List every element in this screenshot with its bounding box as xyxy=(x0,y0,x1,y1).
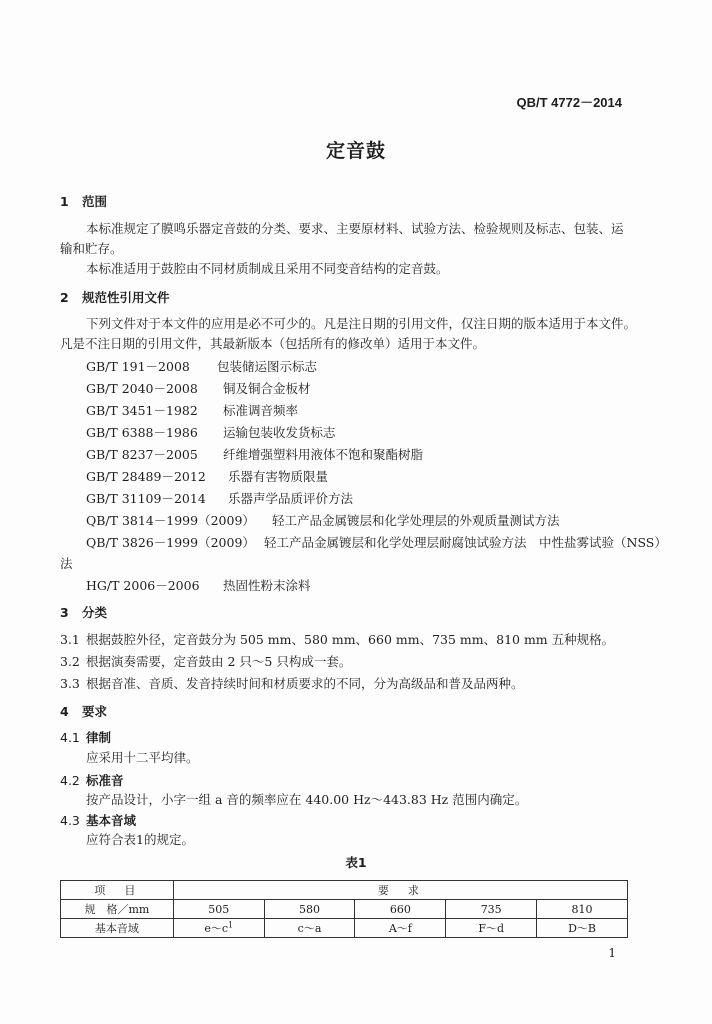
range-cell: F～d xyxy=(446,919,537,938)
reference-item xyxy=(86,511,560,529)
reference-code: GB/T 8237－2005 xyxy=(86,447,198,462)
reference-title: 包装储运图示标志 xyxy=(217,359,318,374)
section-title: 范围 xyxy=(82,194,108,209)
clause-3-3 xyxy=(60,674,524,692)
subsection-title: 标准音 xyxy=(86,773,124,788)
table-row xyxy=(61,919,628,938)
header-requirement: 要 求 xyxy=(173,881,627,900)
size-cell: 810 xyxy=(537,900,628,919)
clause-text: 根据鼓腔外径，定音鼓分为 505 mm、580 mm、660 mm、735 mm、810 mm 五种规格。 xyxy=(86,632,615,647)
subsection-4-3-heading xyxy=(60,811,136,829)
scope-para1-line1: 本标准规定了膜鸣乐器定音鼓的分类、要求、主要原材料、试验方法、检验规则及标志、包装、运 xyxy=(86,221,624,236)
header-item: 项 目 xyxy=(61,881,174,900)
reference-title: 运输包装收发货标志 xyxy=(223,425,336,440)
clause-3-2 xyxy=(60,652,351,670)
reference-title: 乐器有害物质限量 xyxy=(228,469,329,484)
reference-code: GB/T 28489－2012 xyxy=(86,469,206,484)
section-number: 4 xyxy=(60,704,69,719)
range-cell: c～a xyxy=(264,919,355,938)
reference-title: 热固性粉末涂料 xyxy=(223,578,311,593)
subsection-4-2-heading xyxy=(60,771,124,789)
reference-item xyxy=(86,379,311,397)
reference-code: QB/T 3826－1999（2009） xyxy=(86,535,255,550)
size-cell: 735 xyxy=(446,900,537,919)
table-row xyxy=(61,900,628,919)
subsection-number: 4.2 xyxy=(60,773,80,788)
reference-title: 乐器声学品质评价方法 xyxy=(228,491,354,506)
refs-intro-line2: 凡是不注日期的引用文件，其最新版本（包括所有的修改单）适用于本文件。 xyxy=(60,336,486,351)
reference-code: GB/T 31109－2014 xyxy=(86,491,206,506)
reference-code: QB/T 3814－1999（2009） xyxy=(86,513,255,528)
subsection-number: 4.1 xyxy=(60,730,80,745)
section-4-heading xyxy=(60,702,107,720)
reference-title: 轻工产品金属镀层和化学处理层的外观质量测试方法 xyxy=(272,513,560,528)
subsection-4-1-heading xyxy=(60,728,111,746)
section-3-heading xyxy=(60,603,107,621)
range-cell: A～f xyxy=(355,919,446,938)
reference-wrap: 法 xyxy=(60,556,73,571)
range-cell: D～B xyxy=(537,919,628,938)
reference-item xyxy=(86,445,423,463)
reference-item xyxy=(86,401,298,419)
range-base: e～c xyxy=(204,922,228,935)
reference-item xyxy=(86,576,311,594)
subsection-4-3-text: 应符合表1的规定。 xyxy=(86,832,194,847)
reference-title: 纤维增强塑料用液体不饱和聚酯树脂 xyxy=(223,447,424,462)
refs-intro-line1: 下列文件对于本文件的应用是必不可少的。凡是注日期的引用文件，仅注日期的版本适用于本文件。 xyxy=(86,316,637,331)
clause-text: 根据音准、音质、发音持续时间和材质要求的不同，分为高级品和普及品两种。 xyxy=(86,676,524,691)
reference-code: GB/T 6388－1986 xyxy=(86,425,198,440)
range-octave-mark: 1 xyxy=(228,920,234,930)
subsection-4-2-text: 按产品设计，小字一组 a 音的频率应在 440.00 Hz～443.83 Hz 范围内确定。 xyxy=(86,792,528,807)
standard-code: QB/T 4772－2014 xyxy=(516,95,622,110)
reference-title: 铜及铜合金板材 xyxy=(223,381,311,396)
clause-text: 根据演奏需要，定音鼓由 2 只～5 只构成一套。 xyxy=(86,654,352,669)
reference-title: 轻工产品金属镀层和化学处理层耐腐蚀试验方法 中性盐雾试验（NSS） xyxy=(264,535,667,550)
reference-item xyxy=(86,467,328,485)
reference-title: 标准调音频率 xyxy=(223,403,299,418)
subsection-4-1-text: 应采用十二平均律。 xyxy=(86,750,199,765)
subsection-number: 4.3 xyxy=(60,813,80,828)
clause-3-1 xyxy=(60,630,614,648)
section-2-heading xyxy=(60,288,170,306)
size-cell: 580 xyxy=(264,900,355,919)
clause-number: 3.2 xyxy=(60,654,80,669)
reference-code: HG/T 2006－2006 xyxy=(86,578,200,593)
reference-code: GB/T 3451－1982 xyxy=(86,403,198,418)
section-title: 分类 xyxy=(82,605,108,620)
size-cell: 505 xyxy=(173,900,264,919)
section-number: 3 xyxy=(60,605,69,620)
document-title: 定音鼓 xyxy=(325,140,386,162)
size-cell: 660 xyxy=(355,900,446,919)
reference-item xyxy=(86,357,317,375)
row-label-range: 基本音域 xyxy=(61,919,174,938)
reference-item xyxy=(86,533,667,551)
table-row xyxy=(61,881,628,900)
section-title: 规范性引用文件 xyxy=(82,290,170,305)
reference-item xyxy=(86,489,353,507)
row-label-size: 规 格／mm xyxy=(61,900,174,919)
section-title: 要求 xyxy=(82,704,108,719)
page-number: 1 xyxy=(608,946,616,960)
reference-code: GB/T 2040－2008 xyxy=(86,381,198,396)
scope-para2: 本标准适用于鼓腔由不同材质制成且采用不同变音结构的定音鼓。 xyxy=(86,261,449,276)
spec-table xyxy=(60,880,628,938)
section-number: 1 xyxy=(60,194,69,209)
clause-number: 3.3 xyxy=(60,676,80,691)
scope-para1-line2: 输和贮存。 xyxy=(60,241,123,256)
subsection-title: 律制 xyxy=(86,730,112,745)
reference-code: GB/T 191－2008 xyxy=(86,359,190,374)
section-number: 2 xyxy=(60,290,69,305)
range-cell xyxy=(173,919,264,938)
table-caption: 表1 xyxy=(345,855,367,870)
reference-item xyxy=(86,423,336,441)
section-1-heading xyxy=(60,192,107,210)
subsection-title: 基本音域 xyxy=(86,813,137,828)
clause-number: 3.1 xyxy=(60,632,80,647)
